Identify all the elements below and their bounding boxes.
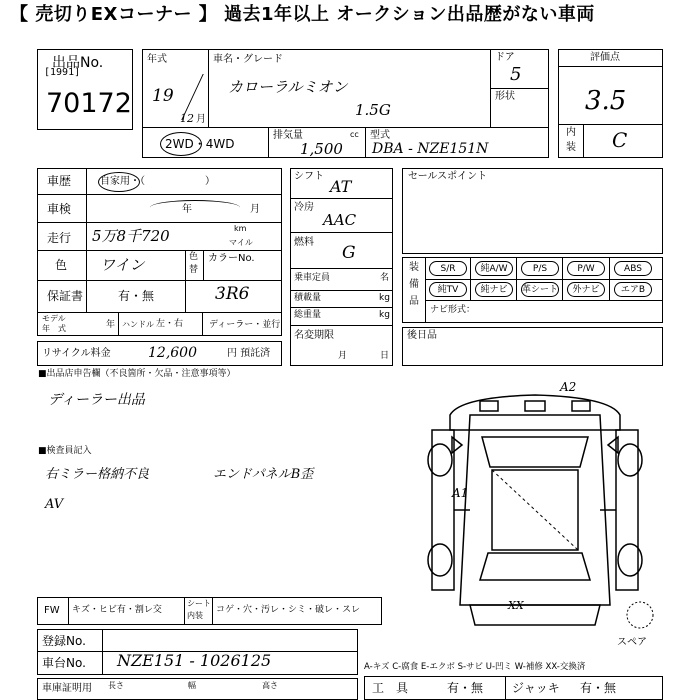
mileage-units: km <box>234 224 247 233</box>
color-side2: 替 <box>189 265 199 275</box>
capacity-unit: 名 <box>380 273 390 283</box>
navi-label: ナビ形式： <box>430 305 476 315</box>
recycle-value: 12,600 <box>148 345 197 361</box>
shift-label: シフト <box>294 171 324 182</box>
inspector-note-1: 右ミラー格納不良 <box>45 467 150 482</box>
load-label: 積載量 <box>294 293 322 303</box>
reg-label: 登録No. <box>42 634 86 648</box>
equip-item: 革シート <box>521 282 559 297</box>
year-value: 19 <box>152 86 174 106</box>
color-no-value: 3R6 <box>215 284 250 304</box>
drive-options: 2WD・4WD <box>165 137 235 151</box>
fuel-value: G <box>342 243 356 263</box>
dealer-options: ディーラー・並行 <box>209 320 281 330</box>
color-side1: 色 <box>189 252 199 262</box>
model-row-b: 年 式 <box>42 324 66 333</box>
score-label: 評価点 <box>590 52 620 63</box>
mileage-label: 走行 <box>47 231 72 245</box>
equip-item: 純A/W <box>475 261 513 276</box>
inspection-month: 月 <box>250 204 260 215</box>
month-suffix: 月 <box>196 114 206 125</box>
header-banner: 【 売切りEXコーナー 】 過去1年以上 オークション出品歴がない車両 <box>10 4 595 25</box>
diagram-mark-rear: XX <box>508 599 524 612</box>
ac-value: AAC <box>323 211 357 229</box>
weight-label: 総重量 <box>294 310 322 320</box>
color-value: ワイン <box>100 256 145 274</box>
fw-options: キズ・ヒビ有・割レ交 <box>72 605 162 615</box>
model-code-value: DBA - NZE151N <box>372 141 489 157</box>
displacement-label: 排気量 <box>273 130 303 141</box>
cert-c: 高さ <box>262 681 278 690</box>
chassis-label: 車台No. <box>42 656 86 670</box>
equip-item: P/W <box>567 261 605 276</box>
declaration-value: ディーラー出品 <box>48 392 145 408</box>
equip-label-3: 品 <box>409 296 419 307</box>
equip-item: 外ナビ <box>567 282 605 297</box>
cert-b: 幅 <box>188 681 196 690</box>
interior-label-1: 内 <box>566 127 576 138</box>
jack-options: 有・無 <box>580 681 617 695</box>
load-unit: kg <box>379 293 390 303</box>
inspection-dash <box>150 200 240 215</box>
shift-value: AT <box>330 177 352 196</box>
model-name: カローラルミオン <box>228 78 348 96</box>
score-value: 3.5 <box>585 86 627 116</box>
fuel-label: 燃料 <box>294 237 314 248</box>
displacement-unit: cc <box>350 130 359 139</box>
diagram-mark-top: A2 <box>560 380 577 394</box>
drive-circle <box>160 132 202 156</box>
model-grade: 1.5G <box>355 101 391 119</box>
equip-item: P/S <box>521 261 559 276</box>
lot-year-tag: [1991] <box>44 67 81 78</box>
inspector-note-2: エンドパネルB歪 <box>213 467 314 482</box>
history-circle <box>98 172 140 192</box>
color-no-label: カラーNo. <box>208 253 255 264</box>
tools-options: 有・無 <box>447 681 484 695</box>
cert-label: 車庫証明用 <box>42 683 92 694</box>
lot-label: 出品No. <box>52 55 104 71</box>
ac-label: 冷房 <box>294 202 314 213</box>
date-label: 後日品 <box>407 330 437 341</box>
deadline-label: 名変期限 <box>294 330 334 341</box>
chassis-value: NZE151 - 1026125 <box>117 651 272 670</box>
inspection-year: 年 <box>182 204 192 215</box>
year-label: 年式 <box>147 54 167 65</box>
history-options: 自家用・（ ） <box>100 176 215 187</box>
lot-number: 70172 <box>46 88 132 119</box>
date-box <box>402 327 663 366</box>
deadline-month: 月 <box>338 351 348 361</box>
model-label: 車名・グレード <box>213 54 283 65</box>
equip-item: エアB <box>614 282 652 297</box>
car-damage-diagram <box>410 375 660 650</box>
shape-label: 形状 <box>495 91 515 102</box>
interior-label-2: 装 <box>566 142 576 153</box>
doors-label: ドア <box>495 52 515 63</box>
warranty-options: 有・無 <box>118 289 155 303</box>
seat-options: コゲ・穴・汚レ・シミ・破レ・スレ <box>216 605 361 615</box>
model-row-c: 年 <box>106 320 116 330</box>
handle-label: ハンドル <box>122 320 154 329</box>
recycle-label: リサイクル料金 <box>42 348 111 359</box>
displacement-value: 1,500 <box>300 140 343 158</box>
cert-a: 長さ <box>108 681 124 690</box>
inspector-label: ■検査員記入 <box>38 446 92 456</box>
handle-options: 左・右 <box>156 319 184 329</box>
color-label: 色 <box>55 258 68 272</box>
doors-value: 5 <box>510 64 522 85</box>
history-label: 車歴 <box>47 174 72 188</box>
jack-label: ジャッキ <box>512 681 560 695</box>
spare-label: スペア <box>617 637 647 648</box>
seat-label-2: 内装 <box>187 611 203 620</box>
interior-value: C <box>612 128 628 152</box>
tools-label: 工 具 <box>372 681 409 695</box>
month-value: 12 <box>180 112 194 125</box>
equip-label-1: 装 <box>409 262 419 273</box>
lot-number-box <box>37 49 133 130</box>
equip-item: ABS <box>614 261 652 276</box>
inspector-note-3: AV <box>45 497 64 512</box>
seat-label-1: シート <box>187 599 211 608</box>
model-code-label: 型式 <box>370 130 390 141</box>
inspection-label: 車検 <box>47 202 72 216</box>
equip-label-2: 備 <box>409 279 419 290</box>
declaration-label: ■出品店申告欄（不良箇所・欠品・注意事項等） <box>38 369 236 379</box>
weight-unit: kg <box>379 310 390 320</box>
equip-item: S/R <box>429 261 467 276</box>
capacity-label: 乗車定員 <box>294 273 331 283</box>
sales-point-label: セールスポイント <box>408 171 488 182</box>
recycle-options: 円 預託済 <box>227 348 271 359</box>
damage-legend: A-キズ C-腐食 E-エクボ S-サビ U-凹ミ W-補修 XX-交換済 <box>364 662 586 672</box>
diagram-mark-side: A1 <box>452 486 469 500</box>
equip-item: 純TV <box>429 282 467 297</box>
mileage-units2: マイル <box>229 238 253 247</box>
equip-item: 純ナビ <box>475 282 513 297</box>
deadline-day: 日 <box>380 351 390 361</box>
fw-label: FW <box>44 605 60 616</box>
mileage-value: 5万8千720 <box>92 227 170 245</box>
model-row-a: モデル <box>42 314 66 323</box>
warranty-label: 保証書 <box>47 289 84 303</box>
